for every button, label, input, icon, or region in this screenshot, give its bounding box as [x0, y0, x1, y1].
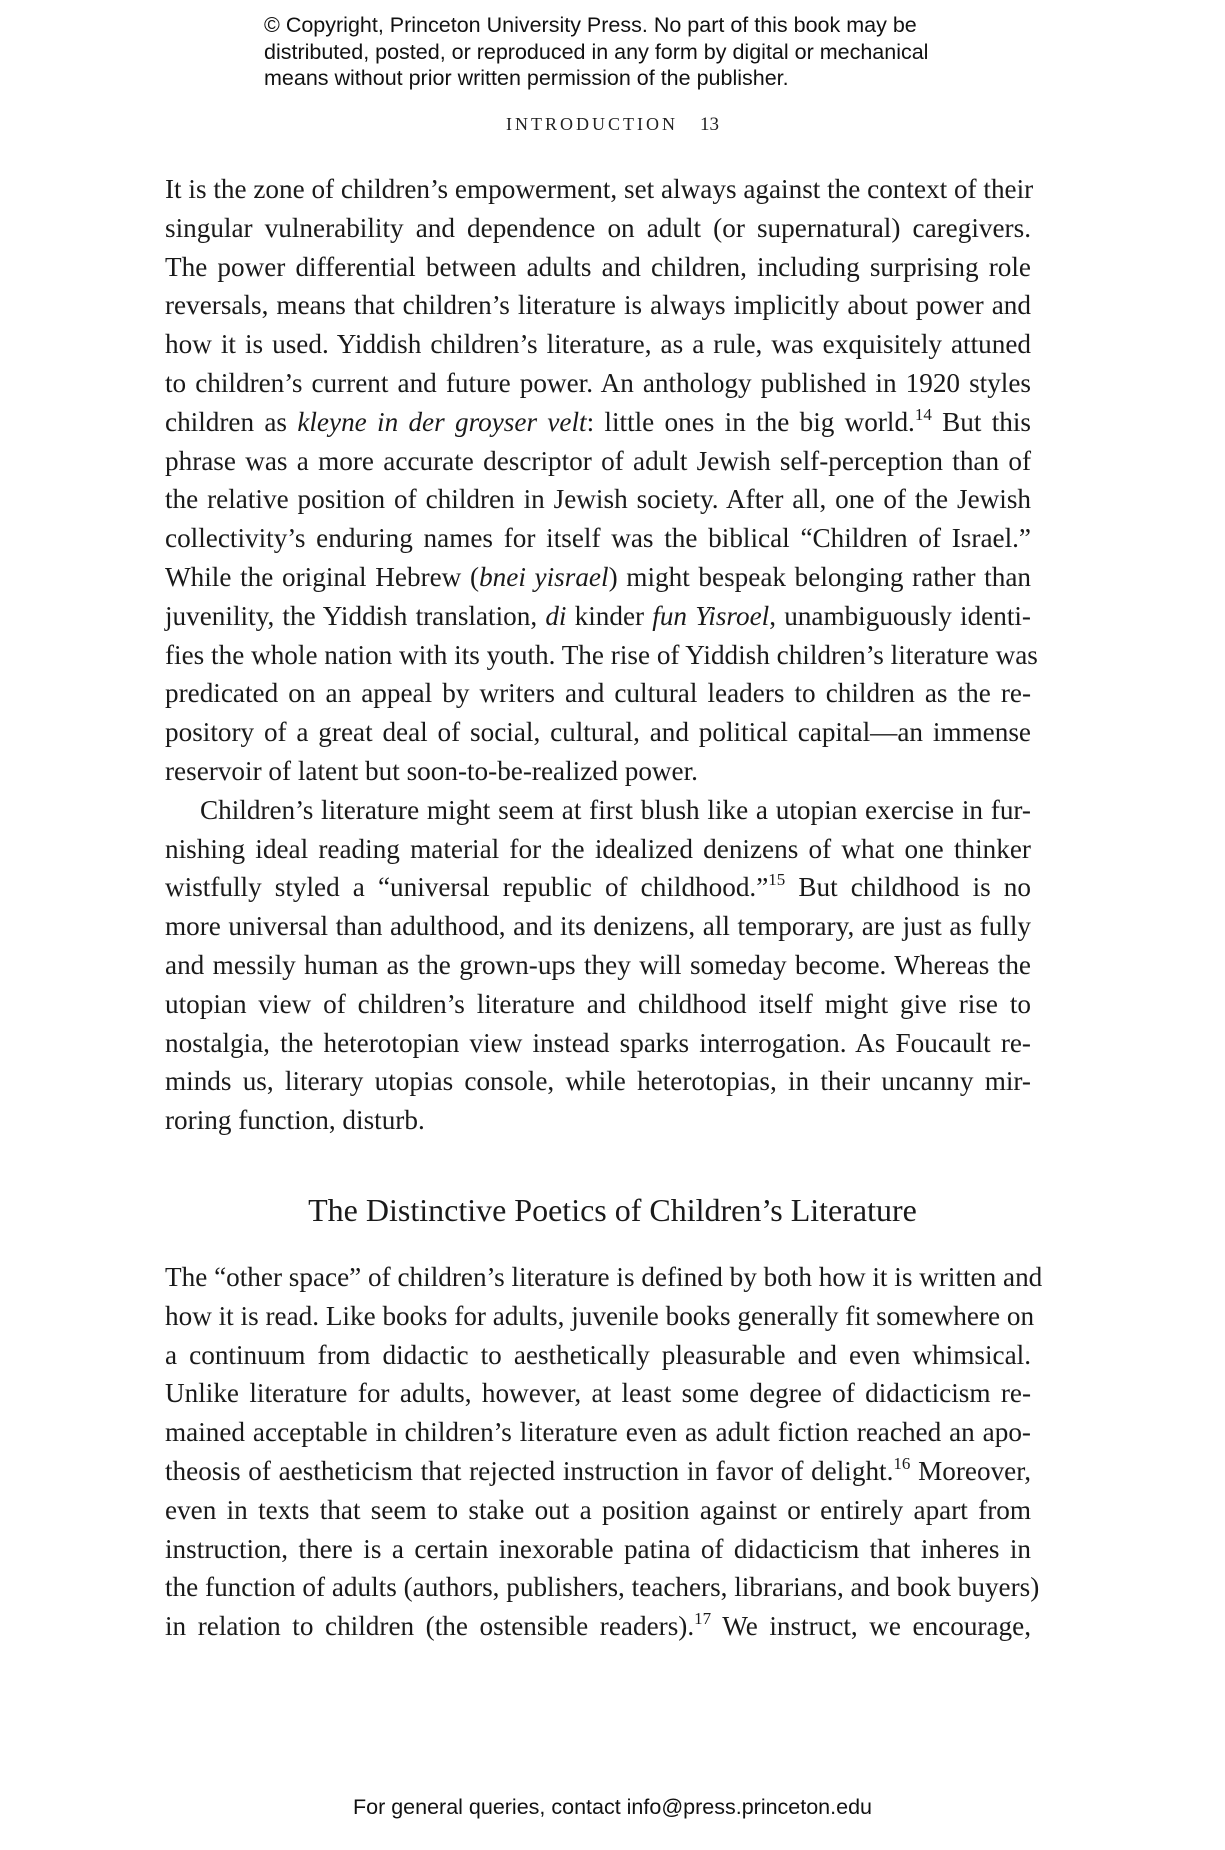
- page-number: 13: [699, 114, 719, 135]
- copyright-line: © Copyright, Princeton University Press. No part of this book may be: [264, 13, 917, 37]
- text-line: predicated on an appeal by writers and cultural leaders to children as the re-: [165, 678, 1031, 709]
- text-run: juvenility, the Yiddish translation,: [165, 600, 546, 631]
- text-line: [165, 1452, 1031, 1491]
- footnote-ref: 17: [694, 1609, 712, 1629]
- running-head: [0, 114, 1225, 136]
- text-line: mained acceptable in children’s literature even as adult fiction reached an apo-: [165, 1417, 1031, 1448]
- text-line: the relative position of children in Jewish society. After all, one of the Jewish: [165, 484, 1031, 515]
- text-line: instruction, there is a certain inexorable patina of didacticism that inheres in: [165, 1533, 1031, 1564]
- text-line: reversals, means that children’s literature is always implicitly about power and: [165, 290, 1031, 321]
- italic-phrase: di: [545, 600, 567, 631]
- text-line: nostalgia, the heterotopian view instead sparks interrogation. As Foucault re-: [165, 1027, 1031, 1058]
- footnote-ref: 14: [914, 404, 932, 424]
- text-line: singular vulnerability and dependence on adult (or supernatural) caregivers.: [165, 212, 1031, 243]
- text-run: children as: [165, 406, 298, 437]
- text-line: even in texts that seem to stake out a position against or entirely apart from: [165, 1494, 1031, 1525]
- text-line: reservoir of latent but soon-to-be-realized power.: [165, 755, 698, 786]
- contact-footer: For general queries, contact info@press.princeton.edu: [352, 1795, 872, 1819]
- text-line: [165, 1607, 1031, 1646]
- copyright-line: means without prior written permission of the publisher.: [264, 66, 789, 90]
- text-line: collectivity’s enduring names for itself was the biblical “Children of Israel.”: [165, 523, 1031, 554]
- text-line: how it is used. Yiddish children’s literature, as a rule, was exquisitely attuned: [165, 329, 1031, 360]
- footnote-ref: 15: [768, 870, 786, 890]
- footnote-ref: 16: [893, 1453, 911, 1473]
- text-line: a continuum from didactic to aesthetically pleasurable and even whimsical.: [165, 1339, 1031, 1370]
- text-run: , unambiguously identi-: [769, 600, 1031, 631]
- text-line: to children’s current and future power. An anthology published in 1920 styles: [165, 367, 1031, 398]
- text-run: wistfully styled a “universal republic of childhood.”: [165, 872, 769, 903]
- text-line: roring function, disturb.: [165, 1105, 425, 1136]
- running-head-section: INTRODUCTION: [506, 114, 678, 134]
- text-line: pository of a great deal of social, cultural, and political capital—an immense: [165, 717, 1031, 748]
- text-line: Unlike literature for adults, however, at least some degree of didacticism re-: [165, 1378, 1031, 1409]
- text-line: phrase was a more accurate descriptor of adult Jewish self-perception than of: [165, 445, 1031, 476]
- text-line: and messily human as the grown-ups they will someday become. Whereas the: [165, 949, 1031, 980]
- text-line: nishing ideal reading material for the idealized denizens of what one thinker: [165, 833, 1031, 864]
- text-line: the function of adults (authors, publishers, teachers, librarians, and book buyers): [165, 1572, 1040, 1603]
- text-run: theosis of aestheticism that rejected instruction in favor of delight.: [165, 1455, 894, 1486]
- text-line: how it is read. Like books for adults, juvenile books generally fit somewhere on: [165, 1300, 1035, 1331]
- text-line: more universal than adulthood, and its denizens, all temporary, are just as fully: [165, 911, 1031, 942]
- copyright-notice: [264, 12, 964, 92]
- body-text-bottom: [165, 1258, 1043, 1646]
- text-line: The power differential between adults and children, including surprising role: [165, 251, 1031, 282]
- italic-phrase: bnei yisrael: [479, 561, 609, 592]
- text-line: Children’s literature might seem at first blush like a utopian exercise in fur-: [200, 794, 1031, 825]
- section-heading: The Distinctive Poetics of Children’s Literature: [308, 1192, 917, 1228]
- text-run: But childhood is no: [785, 872, 1031, 903]
- text-run: ) might bespeak belonging rather than: [608, 561, 1031, 592]
- italic-phrase: kleyne in der groyser velt: [297, 406, 587, 437]
- text-line: It is the zone of children’s empowerment, set always against the context of their: [165, 174, 1034, 204]
- text-run: We instruct, we encourage,: [711, 1611, 1031, 1642]
- text-run: While the original Hebrew (: [165, 561, 480, 592]
- copyright-line: distributed, posted, or reproduced in any form by digital or mechanical: [264, 39, 929, 64]
- text-line: [165, 597, 1031, 636]
- text-run: kinder: [566, 600, 653, 631]
- body-text-top: [165, 170, 1038, 1140]
- text-run: : little ones in the big world.: [586, 406, 915, 437]
- text-line: minds us, literary utopias console, while heterotopias, in their uncanny mir-: [165, 1066, 1031, 1097]
- text-line: The “other space” of children’s literature is defined by both how it is written and: [165, 1262, 1043, 1292]
- text-run: in relation to children (the ostensible readers).: [165, 1611, 695, 1642]
- text-line: [165, 558, 1031, 597]
- text-line: [165, 403, 1031, 442]
- text-run: But this: [931, 406, 1031, 437]
- text-run: Moreover,: [910, 1455, 1031, 1486]
- text-line: [165, 868, 1031, 907]
- italic-phrase: fun Yisroel: [652, 600, 770, 631]
- text-line: utopian view of children’s literature and childhood itself might give rise to: [165, 988, 1031, 1019]
- text-line: fies the whole nation with its youth. The rise of Yiddish children’s literature was: [165, 639, 1038, 670]
